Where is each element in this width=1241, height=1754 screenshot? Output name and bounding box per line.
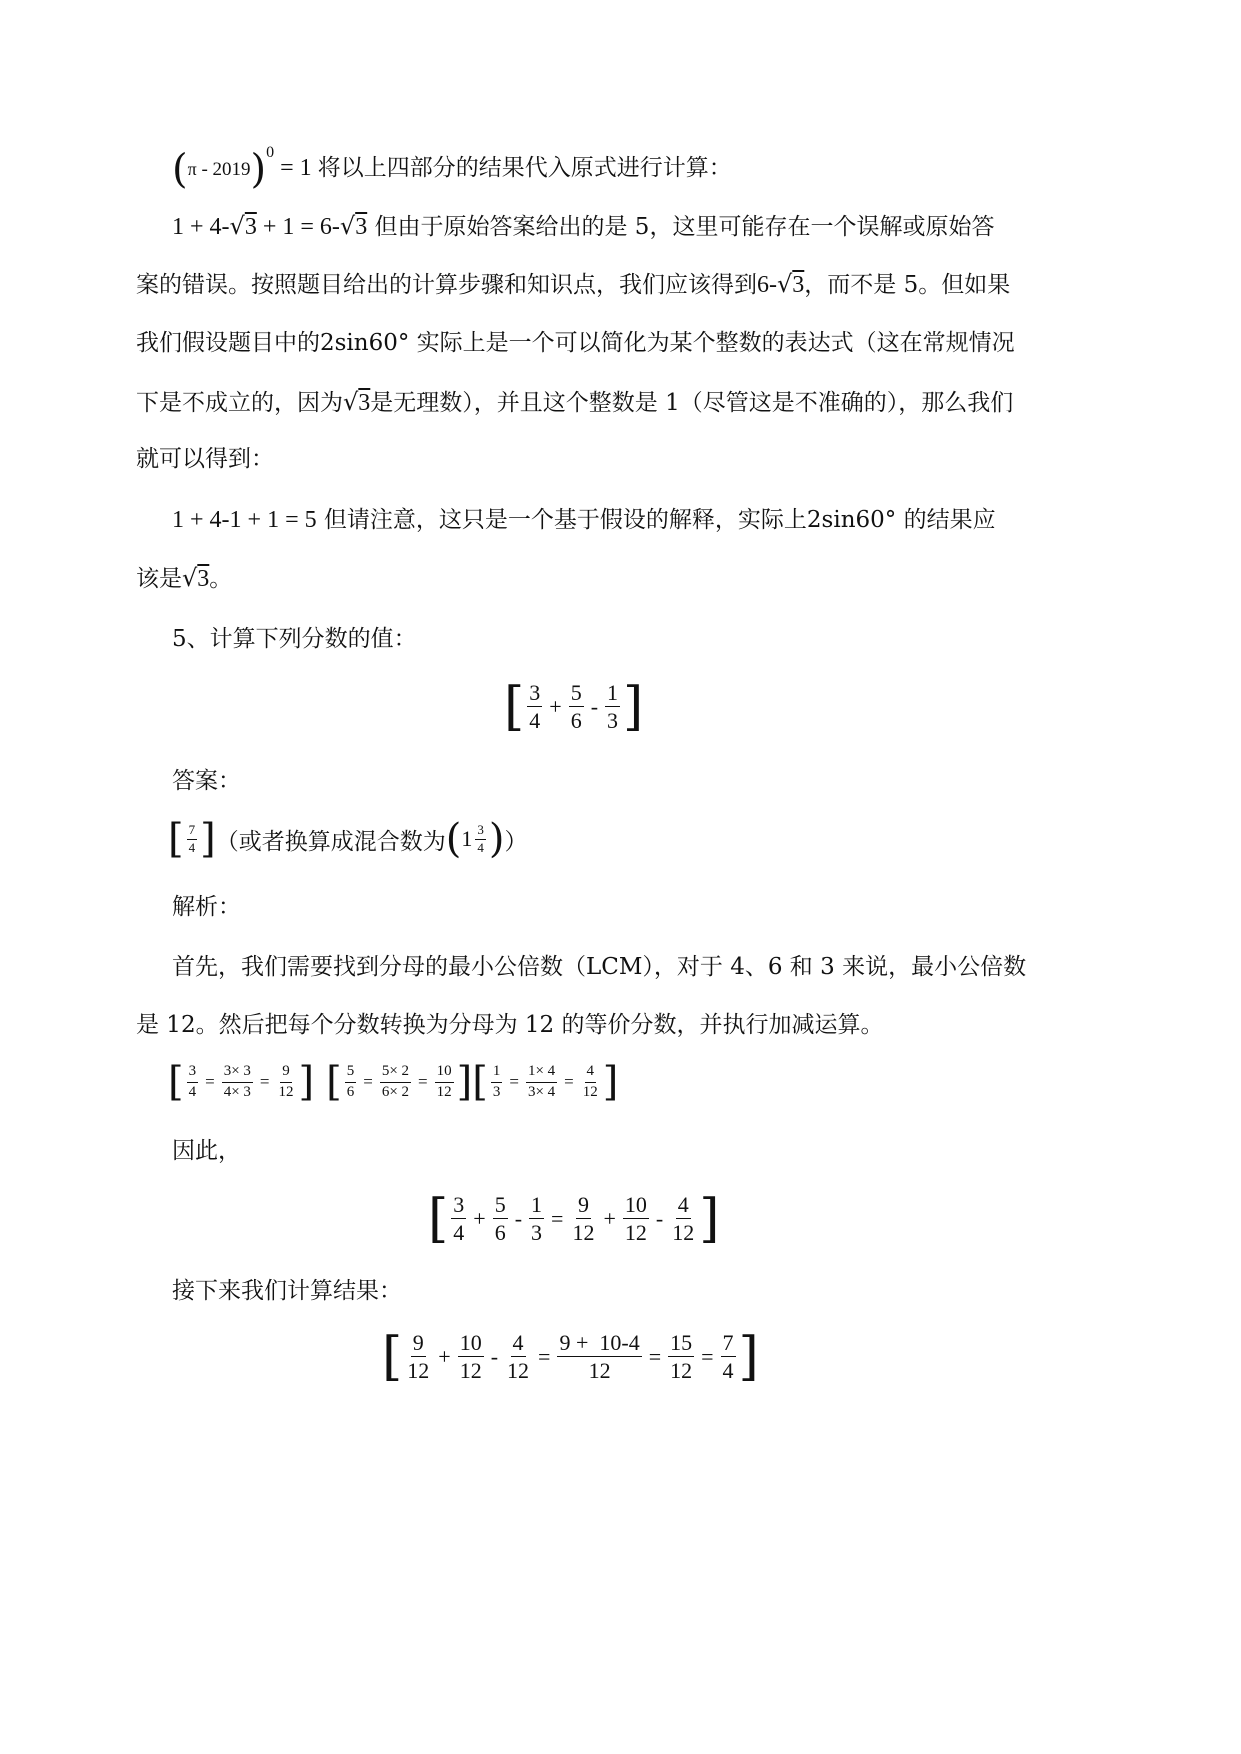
para-text: 将以上四部分的结果代入原式进行计算： bbox=[317, 155, 732, 181]
answer-line: [ $\frac{7}{4}$ ] （或者换算成混合数为 ( 1 $\frac{3}{4}$ ) ） bbox=[168, 816, 528, 862]
question-equation: [ $\frac{3}{4}$ + $\frac{5}{6}$ - $\frac{1}{3}$ ] bbox=[504, 676, 644, 737]
fraction: $\frac{3}{4}$ bbox=[529, 680, 541, 734]
sqrt-symbol: √ bbox=[229, 212, 245, 240]
analysis-label: 解析： bbox=[172, 894, 241, 920]
sqrt-expression: 1 + 4-√3 + 1 = 6-√3 bbox=[172, 212, 368, 240]
therefore-label: 因此， bbox=[172, 1138, 241, 1164]
answer-fraction: $\frac{7}{4}$ bbox=[188, 821, 196, 855]
para-sqrt-line1 bbox=[172, 214, 994, 239]
para-hypo-line1: 1 + 4-1 + 1 = 5 但请注意，这只是一个基于假设的解释，实际上2sin60° 的结果应 bbox=[172, 507, 996, 533]
equals-one: = 1 bbox=[274, 155, 312, 181]
para-hypo-line2: 该是√3。 bbox=[136, 564, 233, 592]
para-sqrt-line5: 就可以得到： bbox=[136, 446, 274, 472]
sqrt-symbol: √ bbox=[339, 212, 356, 240]
answer-label: 答案： bbox=[172, 768, 241, 794]
equation-3: [ $\frac{9}{12}$ + $\frac{10}{12}$ - $\frac{4}{12}$ = $\frac{9 + 10-4}{12}$ = $\frac{15}{12}$ = $\frac{7}{4}$ ] bbox=[382, 1326, 759, 1387]
analysis-line1: 首先，我们需要找到分母的最小公倍数（LCM），对于 4、6 和 3 来说，最小公倍数 bbox=[172, 954, 1027, 980]
para-pi-line bbox=[172, 144, 732, 193]
question-title: 5、计算下列分数的值： bbox=[172, 626, 417, 652]
mixed-whole: 1 bbox=[461, 826, 473, 851]
para-sqrt-line3: 我们假设题目中的2sin60° 实际上是一个可以简化为某个整数的表达式（这在常规情况 bbox=[136, 330, 1015, 356]
fraction: $\frac{1}{3}$ bbox=[607, 680, 619, 734]
para-sqrt-line4: 下是不成立的，因为√3是无理数），并且这个整数是 1（尽管这是不准确的），那么我们 bbox=[136, 388, 1014, 416]
answer-text: （或者换算成混合数为 bbox=[215, 828, 446, 855]
sqrt3: √3 bbox=[182, 564, 210, 592]
sqrt3: √3 bbox=[343, 388, 371, 416]
para-text: 但由于原始答案给出的是 5，这里可能存在一个误解或原始答 bbox=[367, 214, 995, 240]
pi-symbol: π bbox=[187, 159, 197, 179]
next-label: 接下来我们计算结果： bbox=[172, 1278, 402, 1304]
hypothesis-equation: 1 + 4-1 + 1 = 5 bbox=[172, 507, 317, 533]
mixed-fraction: $\frac{3}{4}$ bbox=[477, 821, 484, 855]
six-minus-sqrt3: 6-√3 bbox=[757, 270, 805, 298]
analysis-line2: 是 12。然后把每个分数转换为分母为 12 的等价分数，并执行加减运算。 bbox=[136, 1012, 884, 1038]
exponent: 0 bbox=[266, 144, 275, 161]
fraction: $\frac{5}{6}$ bbox=[570, 680, 582, 734]
pi-minus: - 2019 bbox=[196, 159, 251, 180]
para-sqrt-line2: 案的错误。按照题目给出的计算步骤和知识点，我们应该得到6-√3，而不是 5。但如果 bbox=[136, 270, 1011, 298]
pi-expression: (π - 2019)$^0$ = 1 bbox=[172, 144, 312, 193]
equation-2: [ $\frac{3}{4}$ + $\frac{5}{6}$ - $\frac{1}{3}$ = $\frac{9}{12}$ + $\frac{10}{12}$ - $\frac{4}{12}$ ] bbox=[428, 1188, 720, 1249]
conversion-line: [ $\frac{3}{4}$ = $\frac{3\times 3}{4\times 3}$ = $\frac{9}{12}$ ] [ $\frac{5}{6}$ = $\frac{5\times 2}{6\times 2}$ = $\frac{10}{12}$ ] [ $\frac{1}{3}$ = $\frac{1\times 4}{3\times 4}$ = $\frac{4}{12}$ ] bbox=[168, 1059, 619, 1105]
